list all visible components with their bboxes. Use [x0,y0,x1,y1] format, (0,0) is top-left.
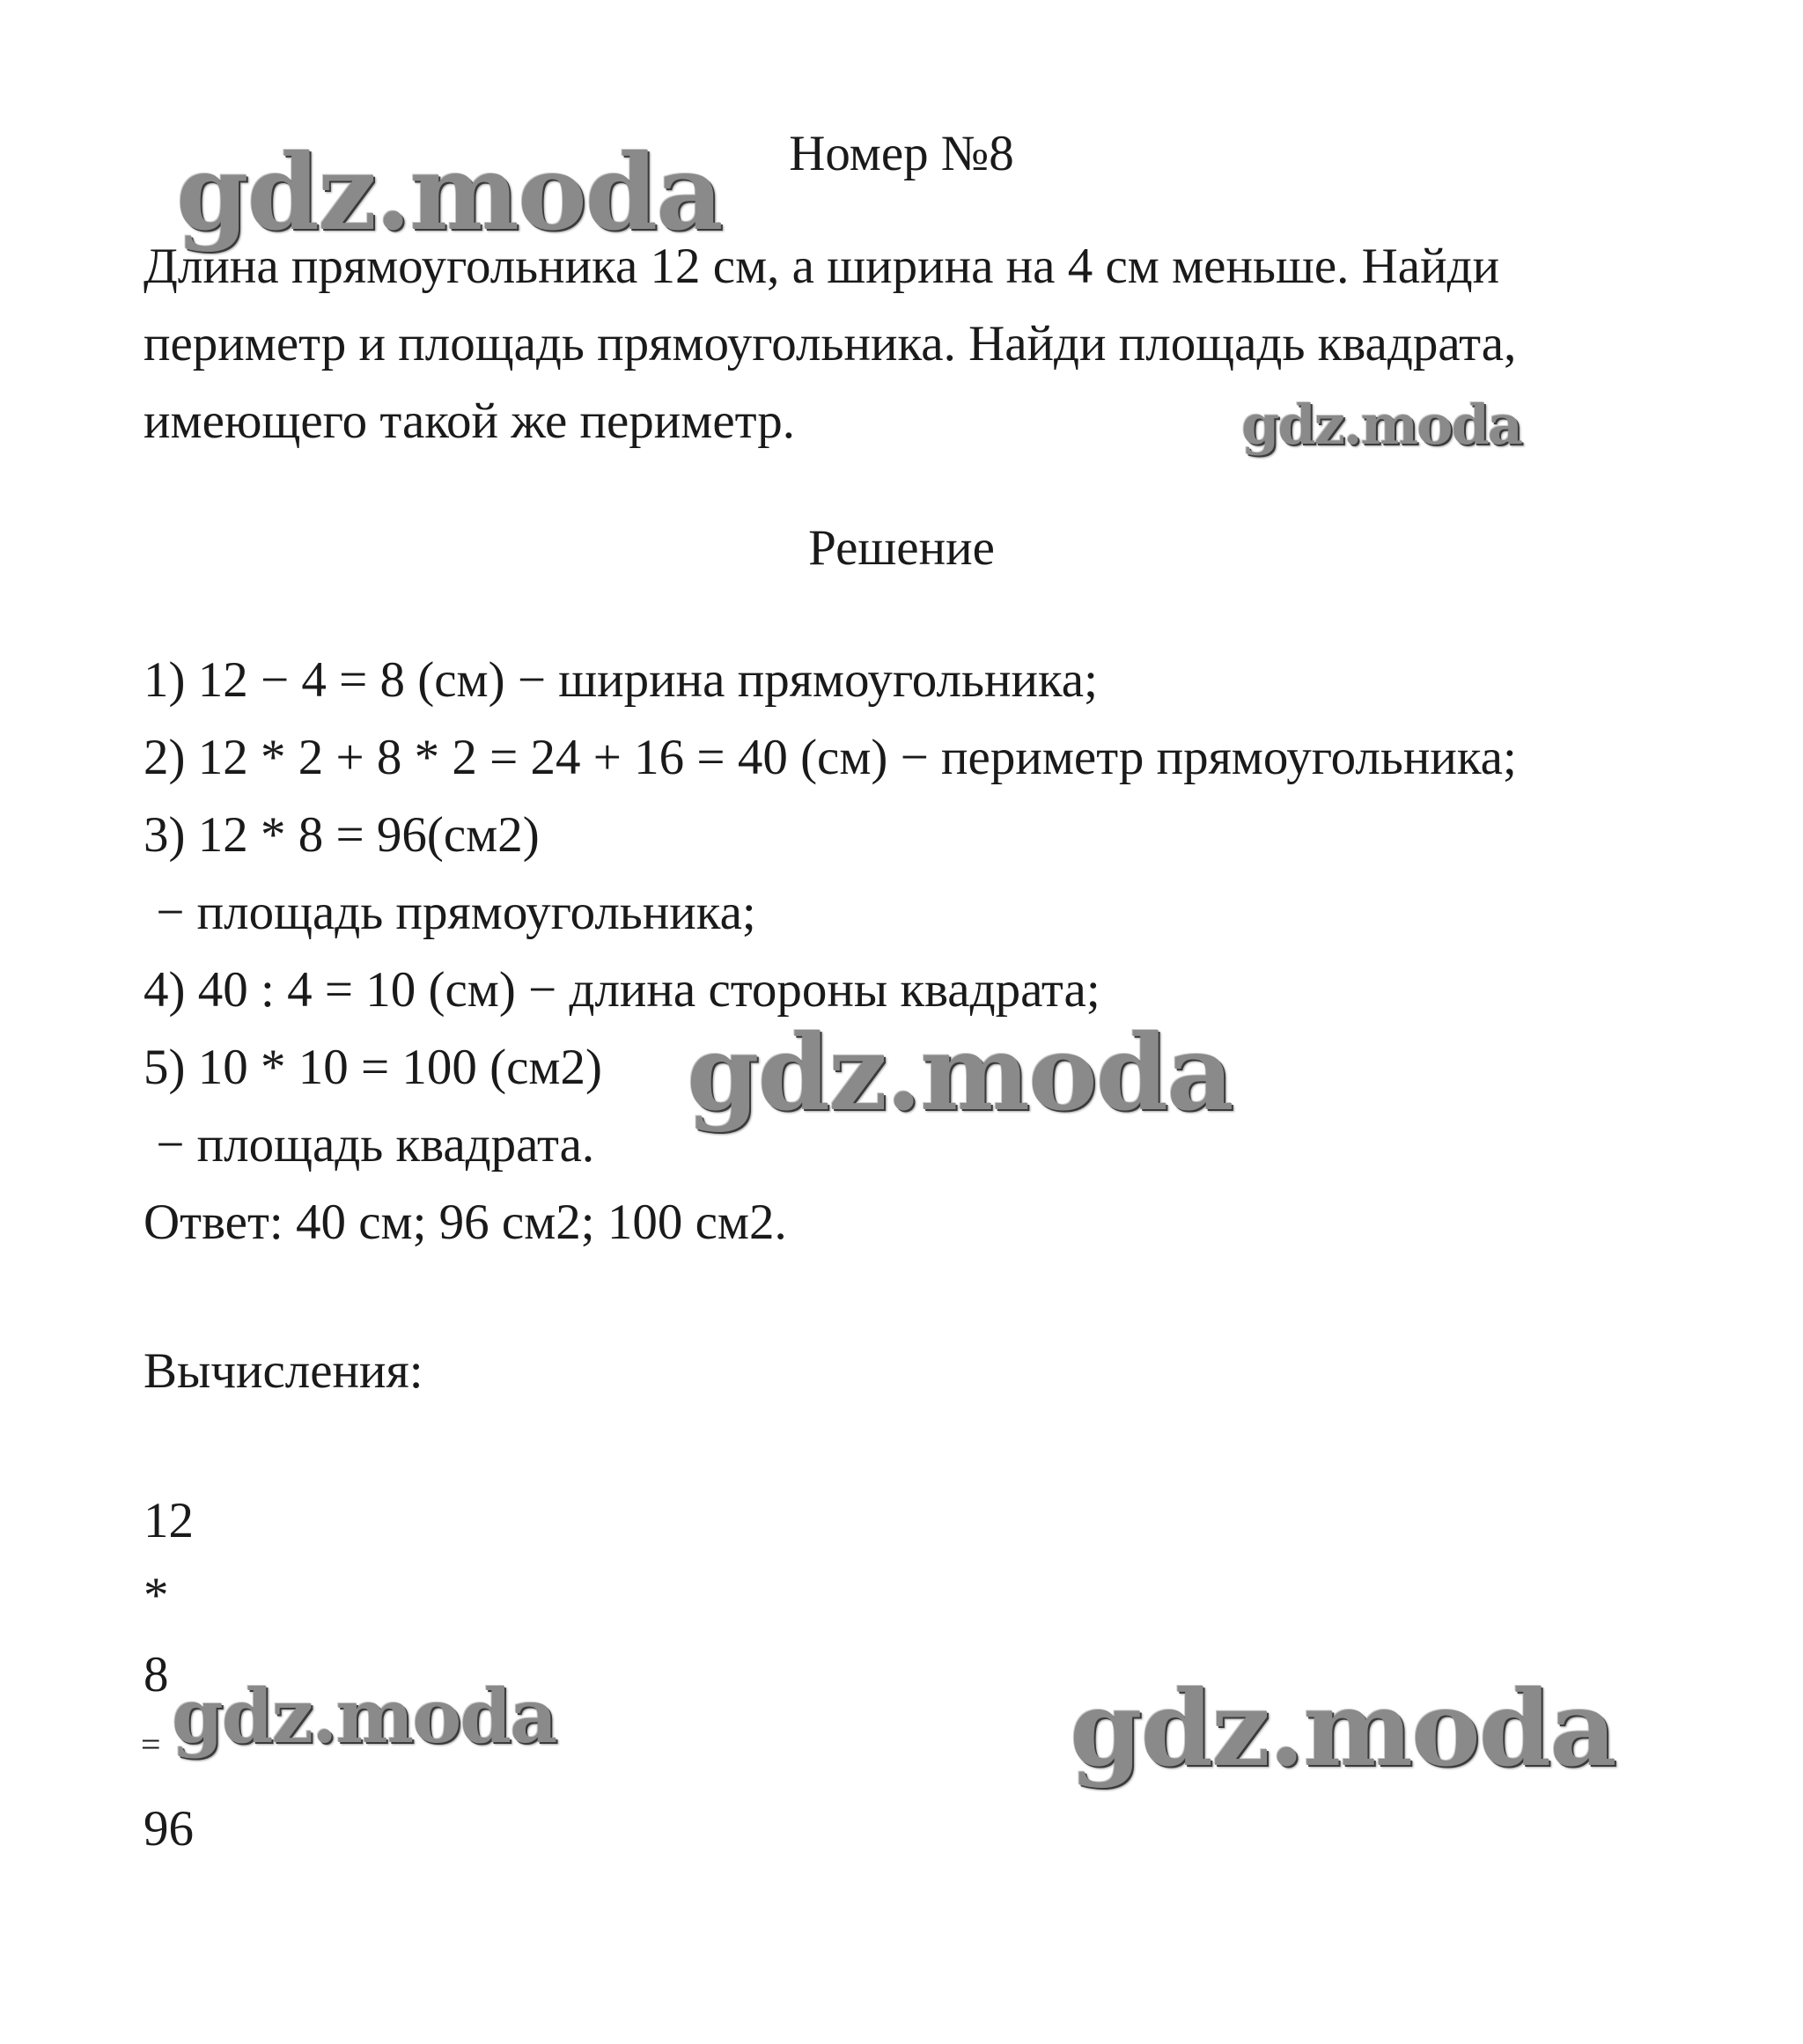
problem-line-1: Длина прямоугольника 12 см, а ширина на 4 см меньше. Найди [144,239,1500,294]
calc-equals: = [141,1724,161,1764]
calc-operand-2: 8 [144,1647,169,1702]
solution-step-5: 5) 10 * 10 = 100 (см2) [144,1040,602,1095]
solution-step-1: 1) 12 − 4 = 8 (см) − ширина прямоугольника; [144,652,1098,708]
solution-step-4: 4) 40 : 4 = 10 (см) − длина стороны квадрата; [144,962,1100,1018]
calculations-heading: Вычисления: [144,1343,423,1399]
answer: Ответ: 40 см; 96 см2; 100 см2. [144,1195,787,1250]
problem-line-3: имеющего такой же периметр. [144,393,796,449]
calc-operand-1: 12 [144,1493,194,1548]
solution-step-5-note: − площадь квадрата. [144,1117,595,1173]
problem-line-2: периметр и площадь прямоугольника. Найди площадь квадрата, [144,316,1517,371]
calc-result: 96 [144,1801,194,1857]
solution-step-2: 2) 12 * 2 + 8 * 2 = 24 + 16 = 40 (см) − периметр прямоугольника; [144,730,1517,785]
watermark-logo: gdz.moda [1070,1667,1615,1790]
watermark-logo: gdz.moda [172,1673,556,1760]
page-title: Номер №8 [789,126,1014,181]
watermark-logo: gdz.moda [1241,393,1521,457]
watermark-logo: gdz.moda [687,1011,1233,1134]
solution-step-3: 3) 12 * 8 = 96(см2) [144,807,540,863]
solution-step-3-note: − площадь прямоугольника; [144,885,756,940]
watermark-logo: gdz.moda [176,131,722,254]
calc-operator: * [144,1568,169,1623]
solution-heading: Решение [808,520,995,576]
